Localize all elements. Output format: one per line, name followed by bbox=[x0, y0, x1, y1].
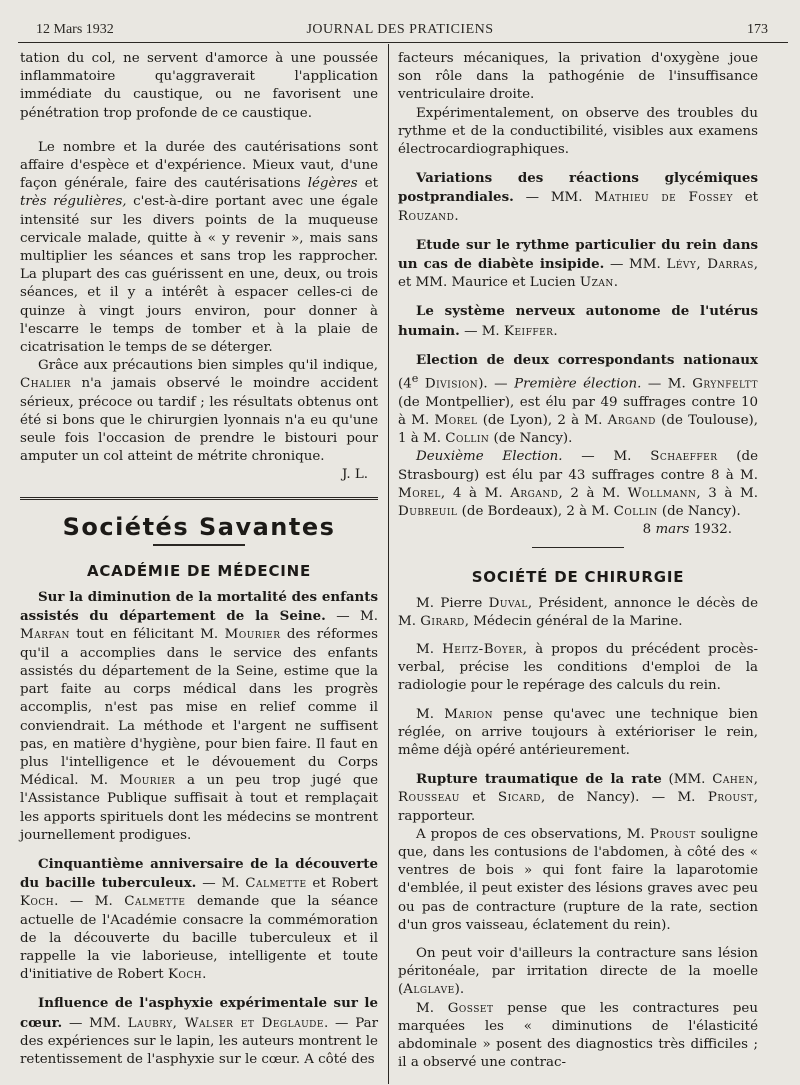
header-rule bbox=[18, 42, 788, 43]
societes-savantes-title: Sociétés Savantes bbox=[62, 512, 336, 541]
section-divider-right bbox=[532, 547, 624, 548]
paragraph-alglave: On peut voir d'ailleurs la contracture sans lésion péritonéale, par irritation directe de la moelle (Alglave). bbox=[398, 946, 758, 998]
running-header bbox=[0, 0, 800, 37]
article-glycemiques: Variations des réactions glycémiques postprandiales. — MM. Mathieu de Fossey et Rouzand. bbox=[398, 170, 759, 224]
article-bacille: Cinquantième anniversaire de la découverte du bacille tuberculeux. — M. Calmette et Robert Koch. — M. Calmette demande que la séance actuelle de l'Académie consacre la commémoration de la découverte du bacille tuberculeux et il rappelle la vie laborieuse, intelligente et toute d'initiative de Robert Koch. bbox=[20, 855, 378, 983]
article-election: Election de deux correspondants nationaux (4e Division). — Première élection. — M. Grynfeltt (de Montpellier), est élu par 49 suffrages contre 10 à M. Morel (de Lyon), 2 à M. Argand (de Toulouse), 1 à M. Collin (de Nancy). bbox=[398, 351, 759, 447]
chirurgie-heading: SOCIÉTÉ DE CHIRURGIE bbox=[471, 568, 685, 587]
article-mortalite: Sur la diminution de la mortalité des enfants assistés du département de la Seine. — M. Marfan tout en félicitant M. Mourier des réformes qu'il a accomplies dans le service des enfants assistés du département de la Seine, estime que la part faite au corps médical dans les progrès accomplis, n'est pas mise en relief comme il conviendrait. La méthode et l'argent ne suffisent pas, en matière d'hygiène, pour bien faire. Il faut en plus l'intelligence et le dévouement du Corps Médical. M. Mourier a un peu trop jugé que l'Assistance Publique suffisait à tout et remplaçait les apports spirituels dont les médecins se montrent journellement prodigues. bbox=[20, 589, 378, 843]
paragraph-marion: M. Marion pense qu'avec une technique bien réglée, on arrive toujours à extérioriser le rein, même déjà opéré antérieurement. bbox=[398, 706, 758, 758]
paragraph-proust: A propos de ces observations, M. Proust souligne que, dans les contusions de l'abdomen, à côté des « ventres de bois » qui font faire la laparotomie d'emblée, il peut exister des lésions graves avec peu ou pas de contracture (rupture de la rate, section d'un gros vaisseau, éclatement du rein). bbox=[398, 826, 758, 933]
signature: J. L. bbox=[342, 467, 368, 483]
article-asphyxie: Influence de l'asphyxie expérimentale sur le cœur. — MM. Laubry, Walser et Deglaude. — Par des expériences sur le lapin, les auteurs montrent le retentissement de l'asphyxie sur le cœur. A côté des bbox=[20, 995, 379, 1067]
session-date: 8 mars 1932. bbox=[642, 522, 732, 538]
paragraph-deuxieme-election: Deuxième Election. — M. Schaeffer (de Strasbourg) est élu par 43 suffrages contre 8 à M. Morel, 4 à M. Argand, 2 à M. Wollmann, 3 à M. Dubreuil (de Bordeaux), 2 à M. Collin (de Nancy). bbox=[398, 449, 758, 519]
paragraph-facteurs: facteurs mécaniques, la privation d'oxygène joue son rôle dans la pathogénie de l'insuffisance ventriculaire droite. bbox=[398, 51, 758, 103]
header-page-number: 173 bbox=[747, 22, 768, 37]
column-divider bbox=[388, 44, 389, 1084]
paragraph-duval: M. Pierre Duval, Président, annonce le décès de M. Girard, Médecin général de la Marine. bbox=[398, 595, 758, 629]
paragraph-heitz-boyer: M. Heitz-Boyer, à propos du précédent procès-verbal, précise les conditions d'emploi de la radiologie pour le repérage des calculs du rein. bbox=[398, 641, 759, 694]
academie-heading: ACADÉMIE DE MÉDECINE bbox=[86, 561, 312, 580]
paragraph-gosset: M. Gosset pense que les contractures peu marquées les « diminutions de l'élasticité abdominale » posent des diagnostics très difficiles ; il a observé une contrac- bbox=[398, 1000, 758, 1071]
paragraph-chalier: Grâce aux précautions bien simples qu'il indique, Chalier n'a jamais observé le moindre accident sérieux, précoce ou tardif ; les résultats obtenus ont été si bons que le chirurgien lyonnais n'a eu qu'une seule fois l'occasion de prendre le bistouri pour amputer un col atteint de métrite chronique. bbox=[20, 358, 378, 465]
left-column bbox=[20, 50, 378, 1069]
paragraph-continuation: tation du col, ne servent d'amorce à une poussée inflammatoire qu'aggraverait l'application immédiate du caustique, ou ne favorisent une pénétration trop profonde de ce caustique. bbox=[20, 51, 378, 121]
paragraph-cauterisations: Le nombre et la durée des cautérisations sont affaire d'espèce et d'expérience. Mieux vaut, d'une façon générale, faire des cautérisations légères et très régulières, c'est-à-dire portant avec une égale intensité sur les divers points de la muqueuse cervicale malade, quitte à « y revenir », mais sans multiplier les séances et sans trop les rapprocher. La plupart des cas guérissent en une, deux, ou trois séances, et il y a intérêt à espacer celles-ci de quinze à vingt jours environ, pour donner à l'escarre le temps de tomber et à la plaie de cicatrisation le temps de se déterger. bbox=[20, 139, 379, 356]
article-rythme-rein: Etude sur le rythme particulier du rein dans un cas de diabète insipide. — MM. Lévy, Darras, et MM. Maurice et Lucien Uzan. bbox=[398, 236, 759, 291]
header-date: 12 Mars 1932 bbox=[36, 22, 114, 37]
article-rupture-rate: Rupture traumatique de la rate (MM. Cahen, Rousseau et Sicard, de Nancy). — M. Proust, rapporteur. bbox=[398, 771, 758, 824]
title-underline bbox=[153, 544, 245, 546]
right-column bbox=[398, 50, 758, 1072]
section-divider bbox=[20, 497, 378, 500]
article-systeme-nerveux: Le système nerveux autonome de l'utérus humain. — M. Keiffer. bbox=[398, 303, 758, 339]
header-journal-title: JOURNAL DES PRATICIENS bbox=[306, 22, 494, 37]
paragraph-experimentalement: Expérimentalement, on observe des troubles du rythme et de la conductibilité, visibles aux examens électrocardiographiques. bbox=[398, 105, 758, 158]
